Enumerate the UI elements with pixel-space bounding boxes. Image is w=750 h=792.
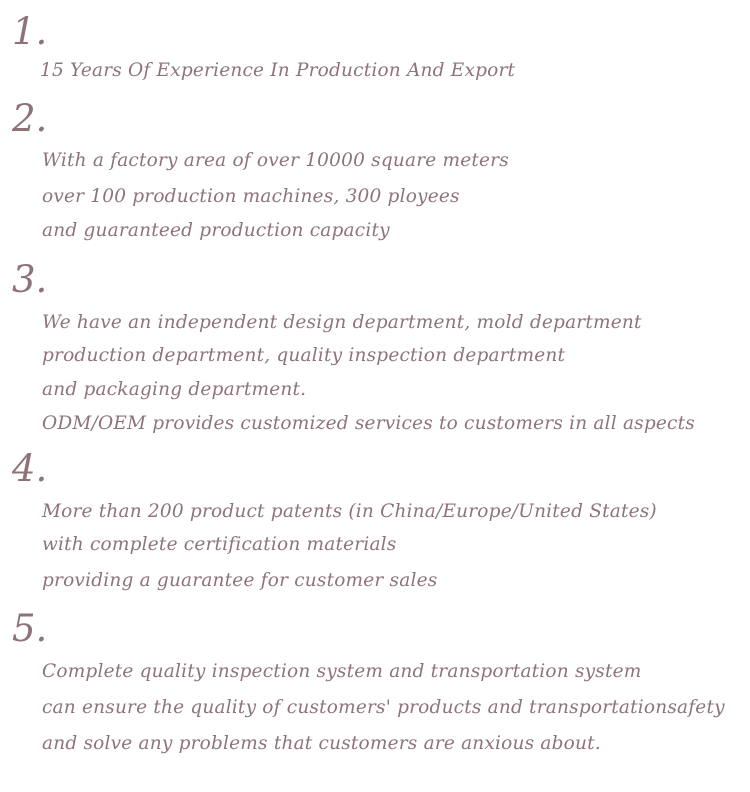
point-4-line-2: with complete certification materials xyxy=(42,534,397,555)
point-2-line-2: over 100 production machines, 300 ployees xyxy=(42,186,460,207)
point-5-line-1: Complete quality inspection system and transportation system xyxy=(42,661,642,682)
point-3-line-3: and packaging department. xyxy=(42,379,307,400)
point-5-number: 5. xyxy=(12,607,48,650)
point-3-line-2: production department, quality inspection department xyxy=(42,345,566,366)
point-4-line-3: providing a guarantee for customer sales xyxy=(42,570,438,591)
point-3-number: 3. xyxy=(12,258,48,301)
point-2-line-3: and guaranteed production capacity xyxy=(42,220,390,241)
point-5-line-2: can ensure the quality of customers' products and transportationsafety xyxy=(42,697,725,718)
point-1-number: 1. xyxy=(12,10,48,53)
point-2-number: 2. xyxy=(12,97,48,140)
point-1-line-1: 15 Years Of Experience In Production And Export xyxy=(40,60,516,81)
point-5-line-3: and solve any problems that customers are anxious about. xyxy=(42,733,601,754)
point-3-line-4: ODM/OEM provides customized services to customers in all aspects xyxy=(42,413,695,434)
point-4-number: 4. xyxy=(12,447,48,490)
point-2-line-1: With a factory area of over 10000 square meters xyxy=(42,150,509,171)
point-3-line-1: We have an independent design department, mold department xyxy=(42,312,642,333)
point-4-line-1: More than 200 product patents (in China/Europe/United States) xyxy=(42,501,657,522)
